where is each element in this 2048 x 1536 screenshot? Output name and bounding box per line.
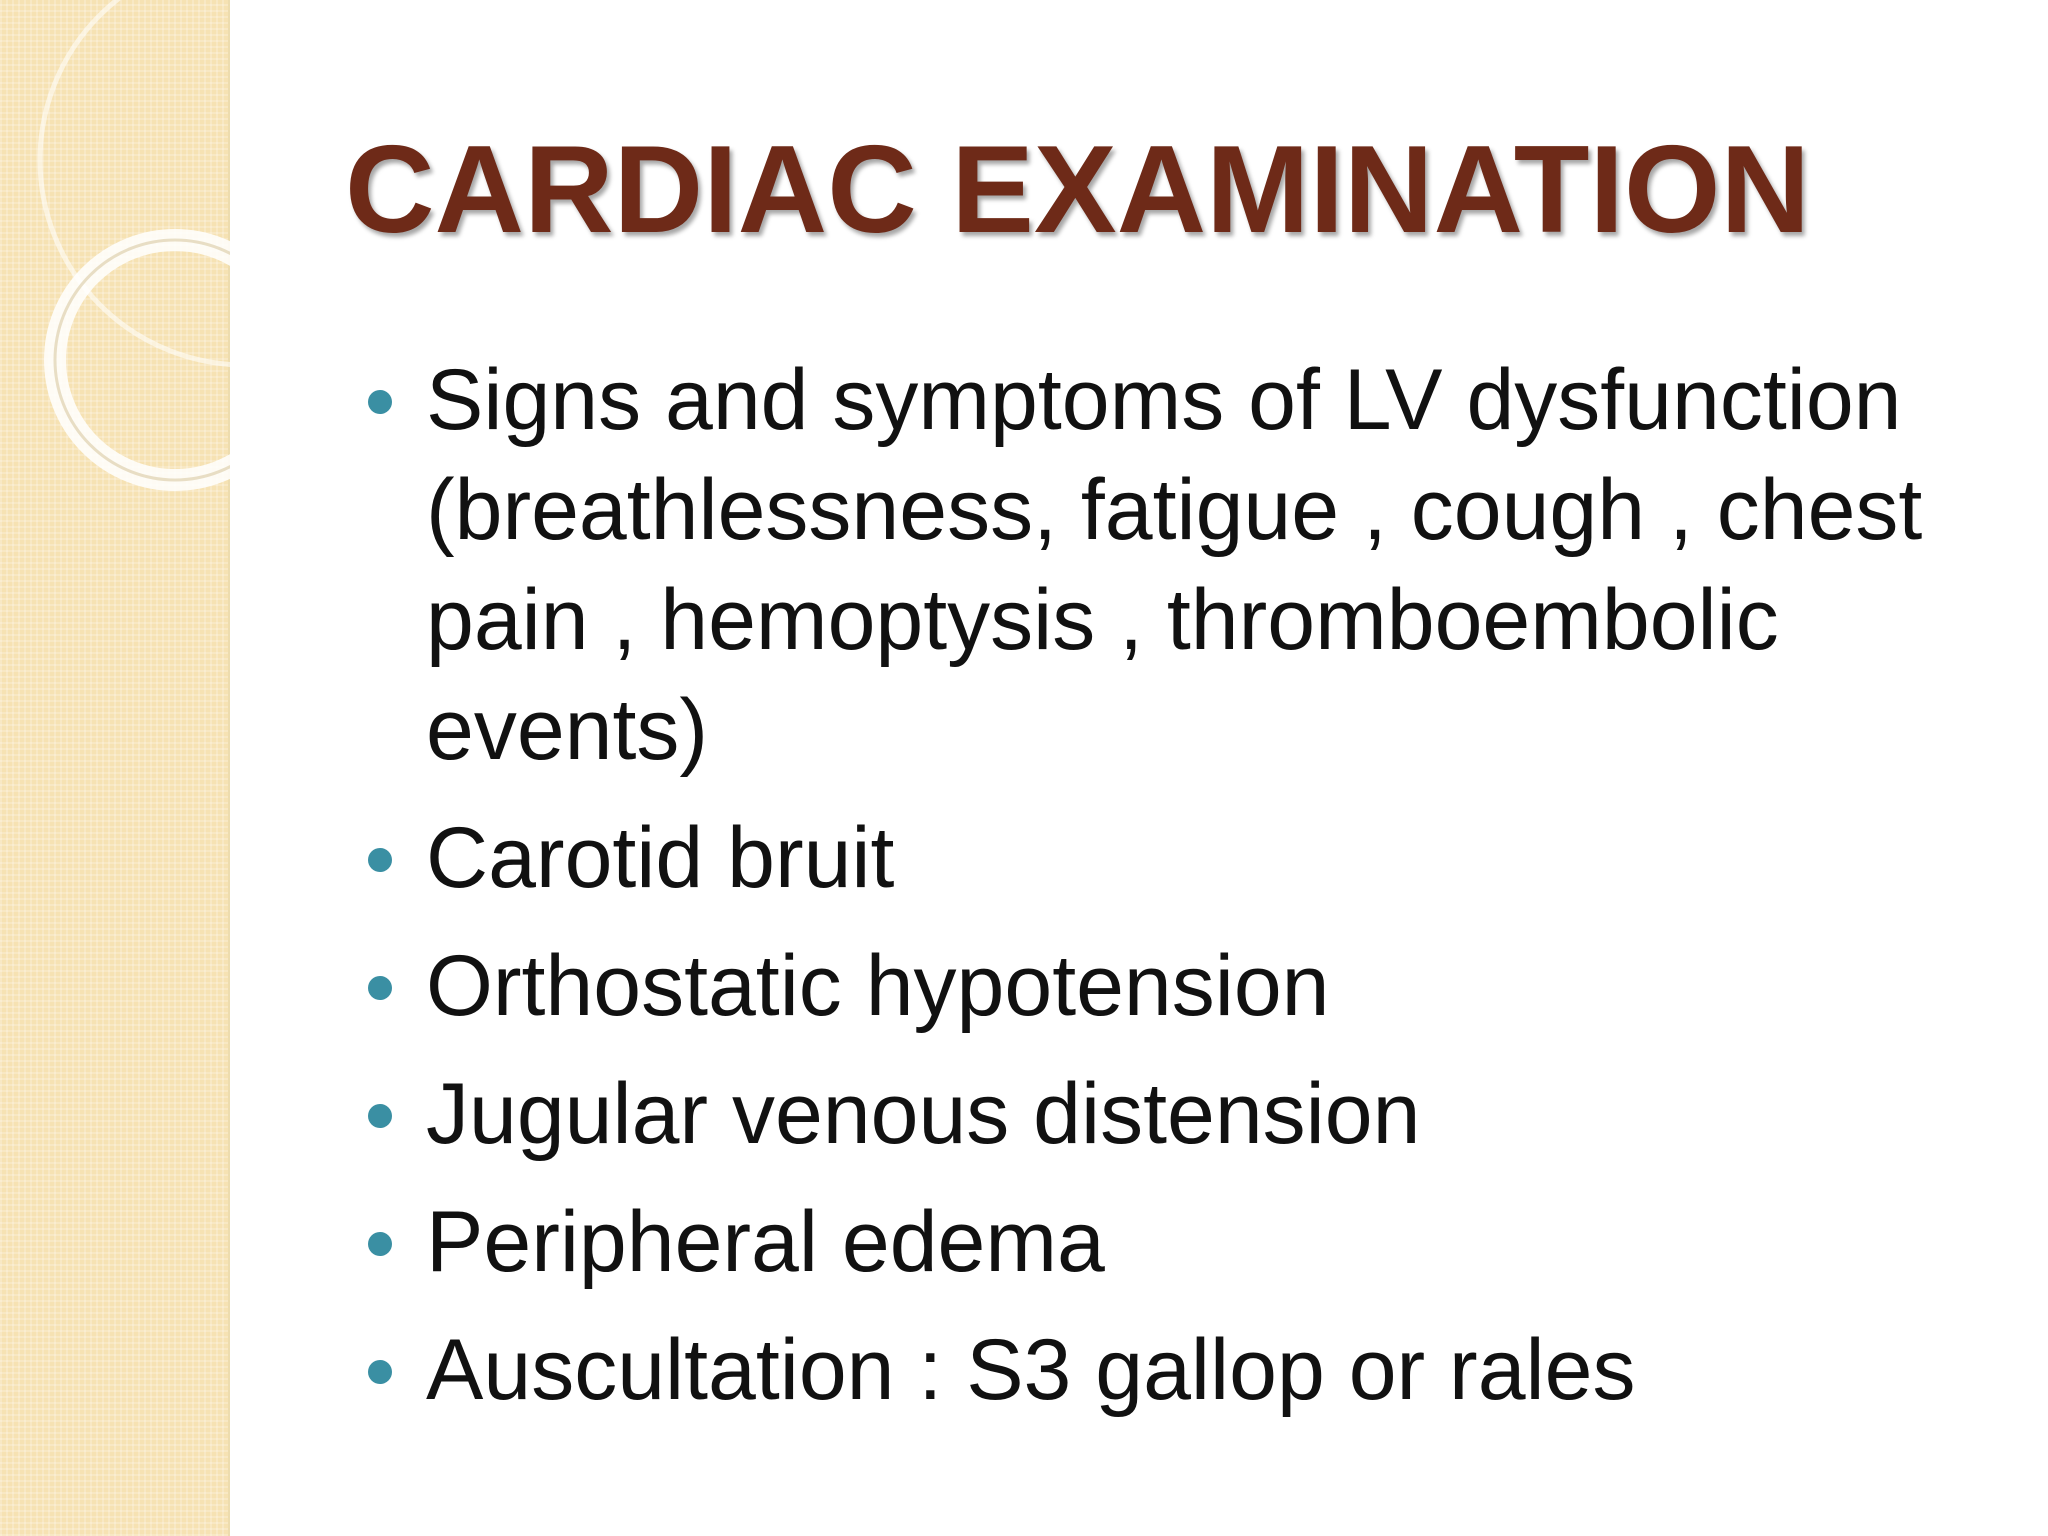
bullet-text: Signs and symptoms of LV dysfunction (breathlessness, fatigue , cough , chest pain , hemoptysis , thromboembolic events): [426, 352, 1923, 778]
bullet-item-carotid-bruit: [360, 803, 1980, 913]
bullet-text: Auscultation : S3 gallop or rales: [426, 1322, 1636, 1418]
bullet-dot-icon: [368, 1104, 392, 1128]
bullet-text: Peripheral edema: [426, 1194, 1105, 1290]
bullet-item-jugular-venous-distension: [360, 1059, 1980, 1169]
bullet-text: Orthostatic hypotension: [426, 938, 1330, 1034]
bullet-text: Carotid bruit: [426, 810, 895, 906]
bullet-dot-icon: [368, 976, 392, 1000]
decorative-rings-icon: [0, 0, 230, 520]
bullet-item-auscultation: [360, 1315, 1980, 1425]
bullet-item-lv-dysfunction: [360, 345, 1980, 785]
bullet-dot-icon: [368, 1232, 392, 1256]
bullet-list: [360, 345, 1980, 1443]
slide-title: CARDIAC EXAMINATION: [345, 121, 1810, 259]
bullet-item-peripheral-edema: [360, 1187, 1980, 1297]
bullet-item-orthostatic-hypotension: [360, 931, 1980, 1041]
bullet-dot-icon: [368, 390, 392, 414]
bullet-dot-icon: [368, 848, 392, 872]
bullet-text: Jugular venous distension: [426, 1066, 1421, 1162]
bullet-dot-icon: [368, 1360, 392, 1384]
decorative-side-panel: [0, 0, 230, 1536]
